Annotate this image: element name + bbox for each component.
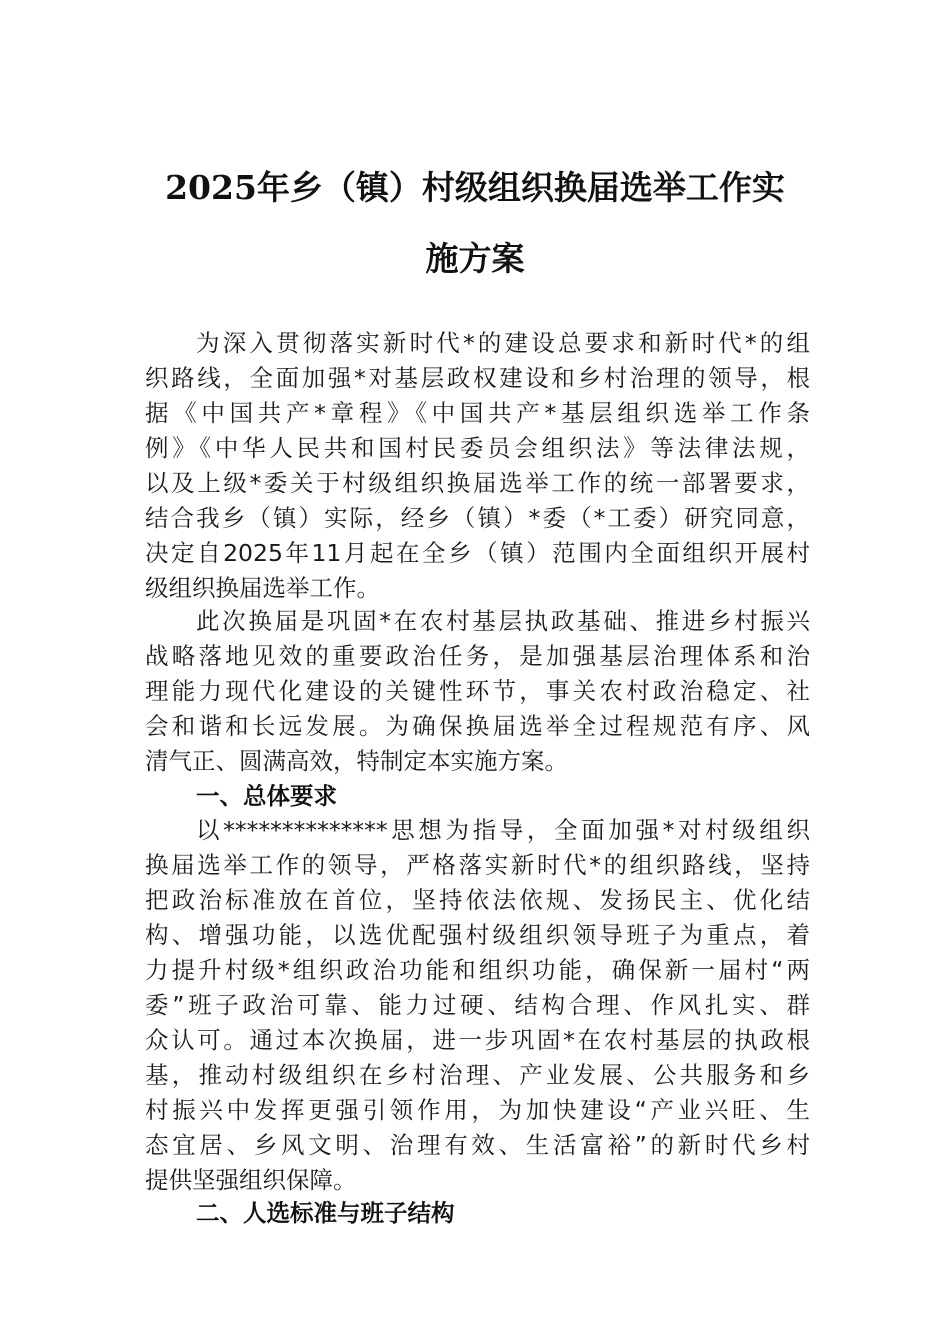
paragraph-1-line: 据《中国共产*章程》《中国共产*基层组织选举工作条	[145, 399, 810, 427]
paragraph-1-line: 级组织换届选举工作。	[145, 574, 380, 602]
paragraph-3-line: 以**************思想为指导，全面加强*对村级组织	[196, 816, 810, 844]
document-title-line-2: 施方案	[425, 239, 525, 278]
paragraph-1-line: 决定自2025年11月起在全乡（镇）范围内全面组织开展村	[145, 539, 810, 567]
paragraph-1-line: 织路线，全面加强*对基层政权建设和乡村治理的领导，根	[145, 364, 810, 392]
paragraph-3-line: 村振兴中发挥更强引领作用，为加快建设“产业兴旺、生	[145, 1096, 810, 1124]
paragraph-1-line: 以及上级*委关于村级组织换届选举工作的统一部署要求，	[145, 469, 810, 497]
paragraph-1-line: 结合我乡（镇）实际，经乡（镇）*委（*工委）研究同意，	[145, 504, 810, 532]
paragraph-2-line: 会和谐和长远发展。为确保换届选举全过程规范有序、风	[145, 712, 810, 740]
document-title-line-1: 2025年乡（镇）村级组织换届选举工作实	[165, 168, 785, 207]
paragraph-3-line: 众认可。通过本次换届，进一步巩固*在农村基层的执政根	[145, 1026, 810, 1054]
paragraph-2-line: 理能力现代化建设的关键性环节，事关农村政治稳定、社	[145, 677, 810, 705]
paragraph-1-line: 例》《中华人民共和国村民委员会组织法》等法律法规，	[145, 434, 810, 462]
paragraph-3-line: 委”班子政治可靠、能力过硬、结构合理、作风扎实、群	[145, 991, 810, 1019]
paragraph-3-line: 换届选举工作的领导，严格落实新时代*的组织路线，坚持	[145, 851, 810, 879]
paragraph-3-line: 把政治标准放在首位，坚持依法依规、发扬民主、优化结	[145, 886, 810, 914]
section-heading-1: 一、总体要求	[196, 782, 337, 810]
paragraph-2-line: 战略落地见效的重要政治任务，是加强基层治理体系和治	[145, 642, 810, 670]
paragraph-3-line: 态宜居、乡风文明、治理有效、生活富裕”的新时代乡村	[145, 1131, 810, 1159]
paragraph-3-line: 构、增强功能，以选优配强村级组织领导班子为重点，着	[145, 921, 810, 949]
paragraph-2-line: 清气正、圆满高效，特制定本实施方案。	[145, 747, 568, 775]
section-heading-2: 二、人选标准与班子结构	[196, 1199, 455, 1227]
paragraph-1-line: 为深入贯彻落实新时代*的建设总要求和新时代*的组	[196, 329, 810, 357]
paragraph-2-line: 此次换届是巩固*在农村基层执政基础、推进乡村振兴	[196, 607, 810, 635]
paragraph-3-line: 力提升村级*组织政治功能和组织功能，确保新一届村“两	[145, 956, 810, 984]
paragraph-3-line: 基，推动村级组织在乡村治理、产业发展、公共服务和乡	[145, 1061, 810, 1089]
paragraph-3-line: 提供坚强组织保障。	[145, 1166, 357, 1194]
